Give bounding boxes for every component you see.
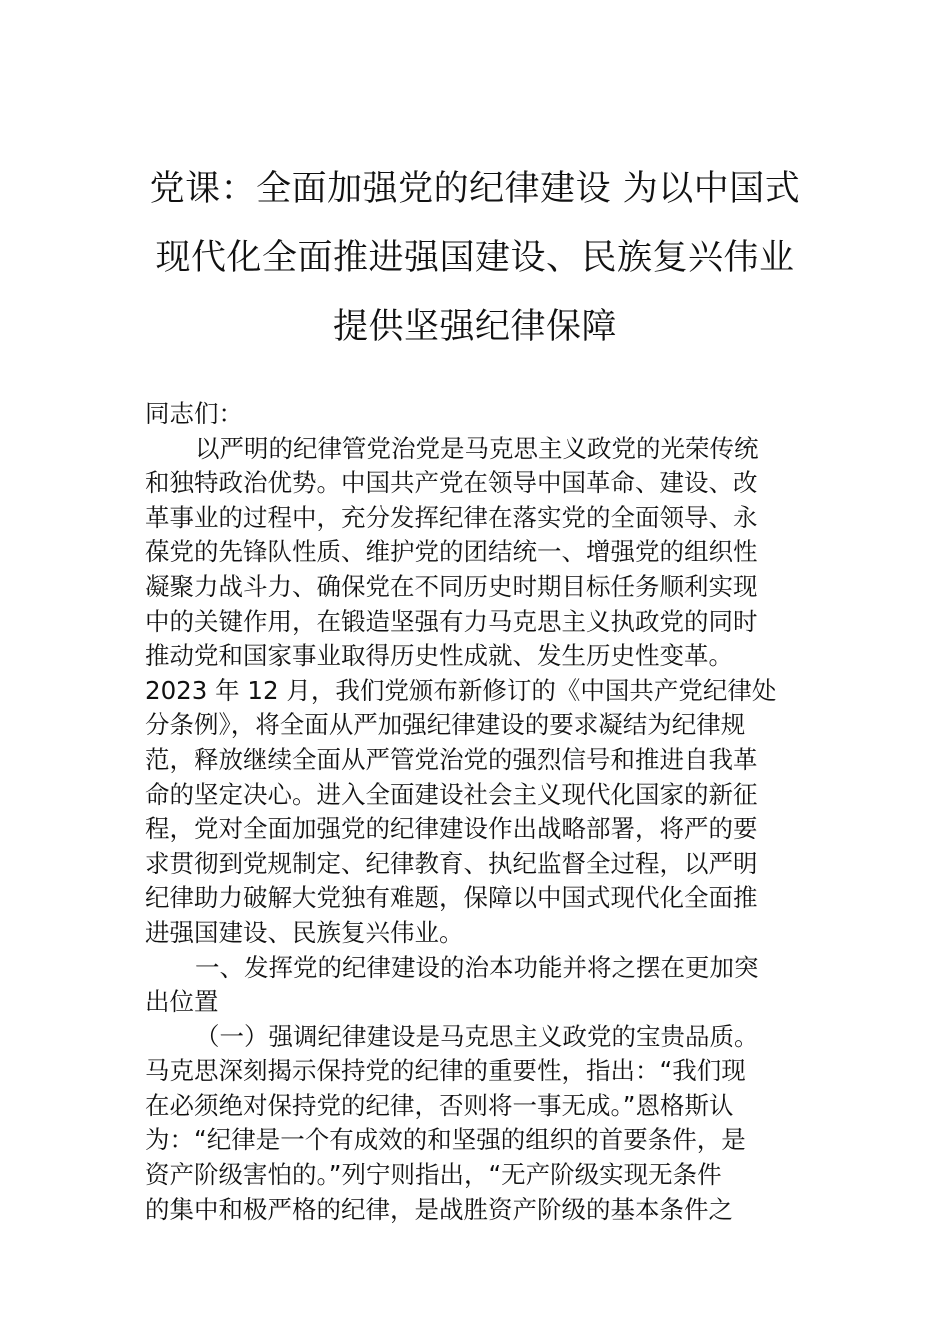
paragraph-line: 程，党对全面加强党的纪律建设作出战略部署，将严的要 — [145, 814, 758, 844]
paragraph-line: 革事业的过程中，充分发挥纪律在落实党的全面领导、永 — [145, 502, 758, 532]
title-line: 提供坚强纪律保障 — [332, 307, 617, 347]
paragraph-line: 推动党和国家事业取得历史性成就、发生历史性变革。 — [145, 641, 733, 671]
subsection-heading-line: （一）强调纪律建设是马克思主义政党的宝贵品质。 — [195, 1021, 759, 1051]
paragraph-line: 为：“纪律是一个有成效的和坚强的组织的首要条件，是 — [145, 1125, 746, 1155]
section-heading-line: 一、发挥党的纪律建设的治本功能并将之摆在更加突 — [195, 952, 759, 982]
paragraph-line: 凝聚力战斗力、确保党在不同历史时期目标任务顺利实现 — [145, 571, 758, 601]
paragraph-line: 资产阶级害怕的。”列宁则指出，“无产阶级实现无条件 — [145, 1160, 722, 1190]
document-body — [145, 397, 807, 1227]
paragraph-line: 葆党的先锋队性质、维护党的团结统一、增强党的组织性 — [145, 537, 758, 567]
salutation: 同志们： — [145, 399, 243, 428]
title-line: 党课：全面加强党的纪律建设 为以中国式 — [149, 169, 801, 209]
paragraph-line: 分条例》，将全面从严加强纪律建设的要求凝结为纪律规 — [145, 710, 746, 740]
paragraph-line: 进强国建设、民族复兴伟业。 — [145, 917, 464, 947]
paragraph-line: 的集中和极严格的纪律，是战胜资产阶级的基本条件之 — [145, 1194, 733, 1224]
paragraph-line: 2023 年 12 月，我们党颁布新修订的《中国共产党纪律处 — [145, 675, 777, 705]
paragraph-line: 马克思深刻揭示保持党的纪律的重要性，指出：“我们现 — [145, 1056, 746, 1086]
section-heading-line: 出位置 — [145, 987, 219, 1017]
document-title — [100, 162, 850, 369]
paragraph-line: 和独特政治优势。中国共产党在领导中国革命、建设、改 — [145, 468, 758, 498]
paragraph-line: 纪律助力破解大党独有难题，保障以中国式现代化全面推 — [145, 883, 758, 913]
paragraph-line: 在必须绝对保持党的纪律，否则将一事无成。”恩格斯认 — [145, 1090, 734, 1120]
title-line: 现代化全面推进强国建设、民族复兴伟业 — [155, 238, 795, 278]
paragraph-line: 命的坚定决心。进入全面建设社会主义现代化国家的新征 — [145, 779, 758, 809]
paragraph-line: 以严明的纪律管党治党是马克思主义政党的光荣传统 — [195, 433, 759, 463]
paragraph-line: 中的关键作用，在锻造坚强有力马克思主义执政党的同时 — [145, 606, 758, 636]
paragraph-line: 范，释放继续全面从严管党治党的强烈信号和推进自我革 — [145, 744, 758, 774]
paragraph-line: 求贯彻到党规制定、纪律教育、执纪监督全过程，以严明 — [145, 848, 758, 878]
